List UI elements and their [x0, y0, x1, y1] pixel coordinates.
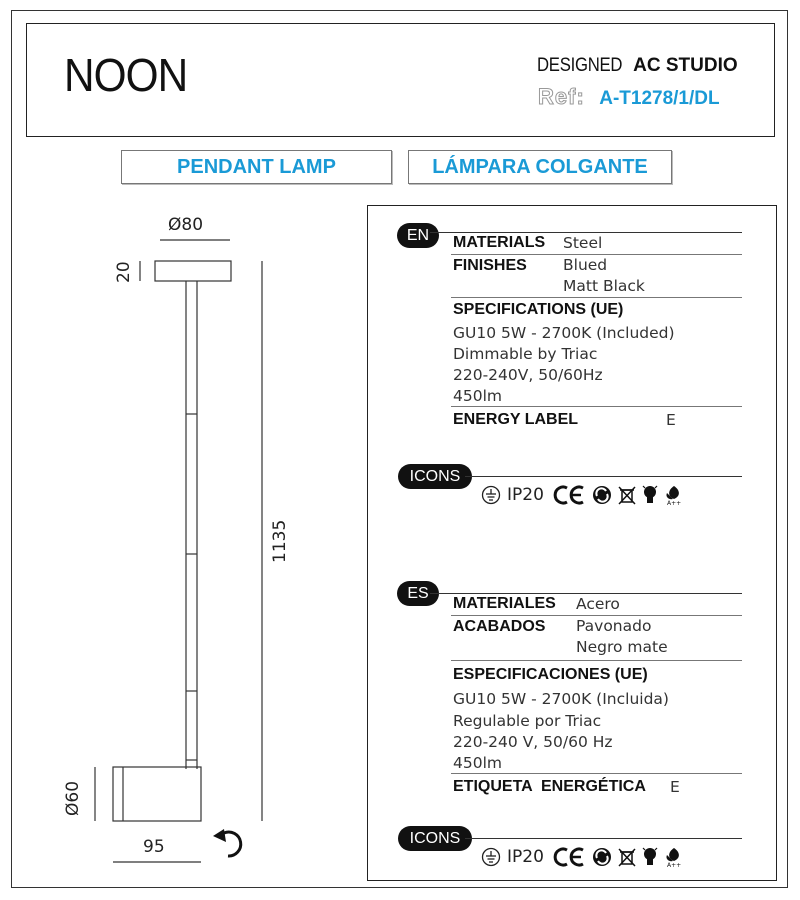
- spec-line-es-4: 450lm: [453, 754, 502, 772]
- earth-ground-icon: [481, 847, 501, 867]
- product-type-en: PENDANT LAMP: [121, 150, 392, 184]
- dim-canopy-height: 20: [114, 261, 134, 283]
- recycle-icon: [592, 485, 612, 505]
- spec-line-es-2: Regulable por Triac: [453, 712, 602, 730]
- designer-line: [537, 55, 738, 77]
- spec-line-en-1: GU10 5W - 2700K (Included): [453, 324, 675, 342]
- energy-label-en: ENERGY LABEL: [453, 411, 579, 428]
- weee-bin-icon: [618, 847, 636, 867]
- technical-drawing: [0, 0, 360, 900]
- icons-tag-en: ICONS: [398, 464, 472, 489]
- icons-tag-es: ICONS: [398, 826, 472, 851]
- finishes-value-en-2: Matt Black: [563, 277, 645, 295]
- svg-text:A++: A++: [666, 862, 682, 868]
- energy-value-es: E: [670, 778, 680, 796]
- reference-line: [538, 84, 720, 110]
- specs-label-en: SPECIFICATIONS (UE): [453, 301, 624, 318]
- lang-tag-en: EN: [397, 223, 439, 248]
- designer-name: AC STUDIO: [633, 55, 738, 76]
- materials-label-es: MATERIALES: [453, 595, 556, 612]
- specs-label-es: ESPECIFICACIONES (UE): [453, 666, 648, 683]
- bulb-icon: [642, 847, 658, 867]
- ce-mark-icon: [552, 847, 586, 867]
- canopy-shape: [155, 261, 231, 281]
- dim-head-diameter: Ø60: [63, 780, 83, 816]
- energy-value-en: E: [666, 411, 676, 429]
- dim-total-height: 1135: [270, 519, 290, 563]
- finishes-label-es: ACABADOS: [453, 618, 546, 635]
- materials-value-en: Steel: [563, 234, 603, 252]
- eco-a-plus-plus-icon: [664, 484, 684, 506]
- product-title: NOON: [64, 49, 188, 101]
- ip-rating-en: IP20: [507, 485, 544, 505]
- finishes-value-es-1: Pavonado: [576, 617, 652, 635]
- finishes-value-en-1: Blued: [563, 256, 608, 274]
- finishes-label-en: FINISHES: [453, 257, 527, 274]
- svg-text:A++: A++: [666, 500, 682, 506]
- materials-value-es: Acero: [576, 595, 620, 613]
- eco-a-plus-plus-icon: [664, 846, 684, 868]
- spec-line-es-1: GU10 5W - 2700K (Incluida): [453, 690, 669, 708]
- ip-rating-es: IP20: [507, 847, 544, 867]
- spec-line-en-2: Dimmable by Triac: [453, 345, 598, 363]
- ref-value: A-T1278/1/DL: [599, 88, 720, 109]
- earth-ground-icon: [481, 485, 501, 505]
- icons-row-en: [481, 484, 684, 506]
- recycle-icon: [592, 847, 612, 867]
- weee-bin-icon: [618, 485, 636, 505]
- icons-row-es: [481, 846, 684, 868]
- materials-label-en: MATERIALS: [453, 234, 546, 251]
- spec-line-en-4: 450lm: [453, 387, 502, 405]
- lamp-head-shape: [113, 767, 201, 821]
- rotate-icon: [213, 829, 241, 856]
- dim-top-diameter: Ø80: [168, 215, 204, 235]
- product-type-es: LÁMPARA COLGANTE: [408, 150, 672, 184]
- bulb-icon: [642, 485, 658, 505]
- energy-label-es: ETIQUETA ENERGÉTICA: [453, 778, 646, 795]
- spec-line-es-3: 220-240 V, 50/60 Hz: [453, 733, 613, 751]
- dim-head-width: 95: [143, 837, 165, 857]
- ce-mark-icon: [552, 485, 586, 505]
- designed-label: DESIGNED: [537, 55, 623, 76]
- spec-line-en-3: 220-240V, 50/60Hz: [453, 366, 603, 384]
- finishes-value-es-2: Negro mate: [576, 638, 668, 656]
- lang-tag-es: ES: [397, 581, 439, 606]
- ref-label: Ref:: [538, 84, 585, 109]
